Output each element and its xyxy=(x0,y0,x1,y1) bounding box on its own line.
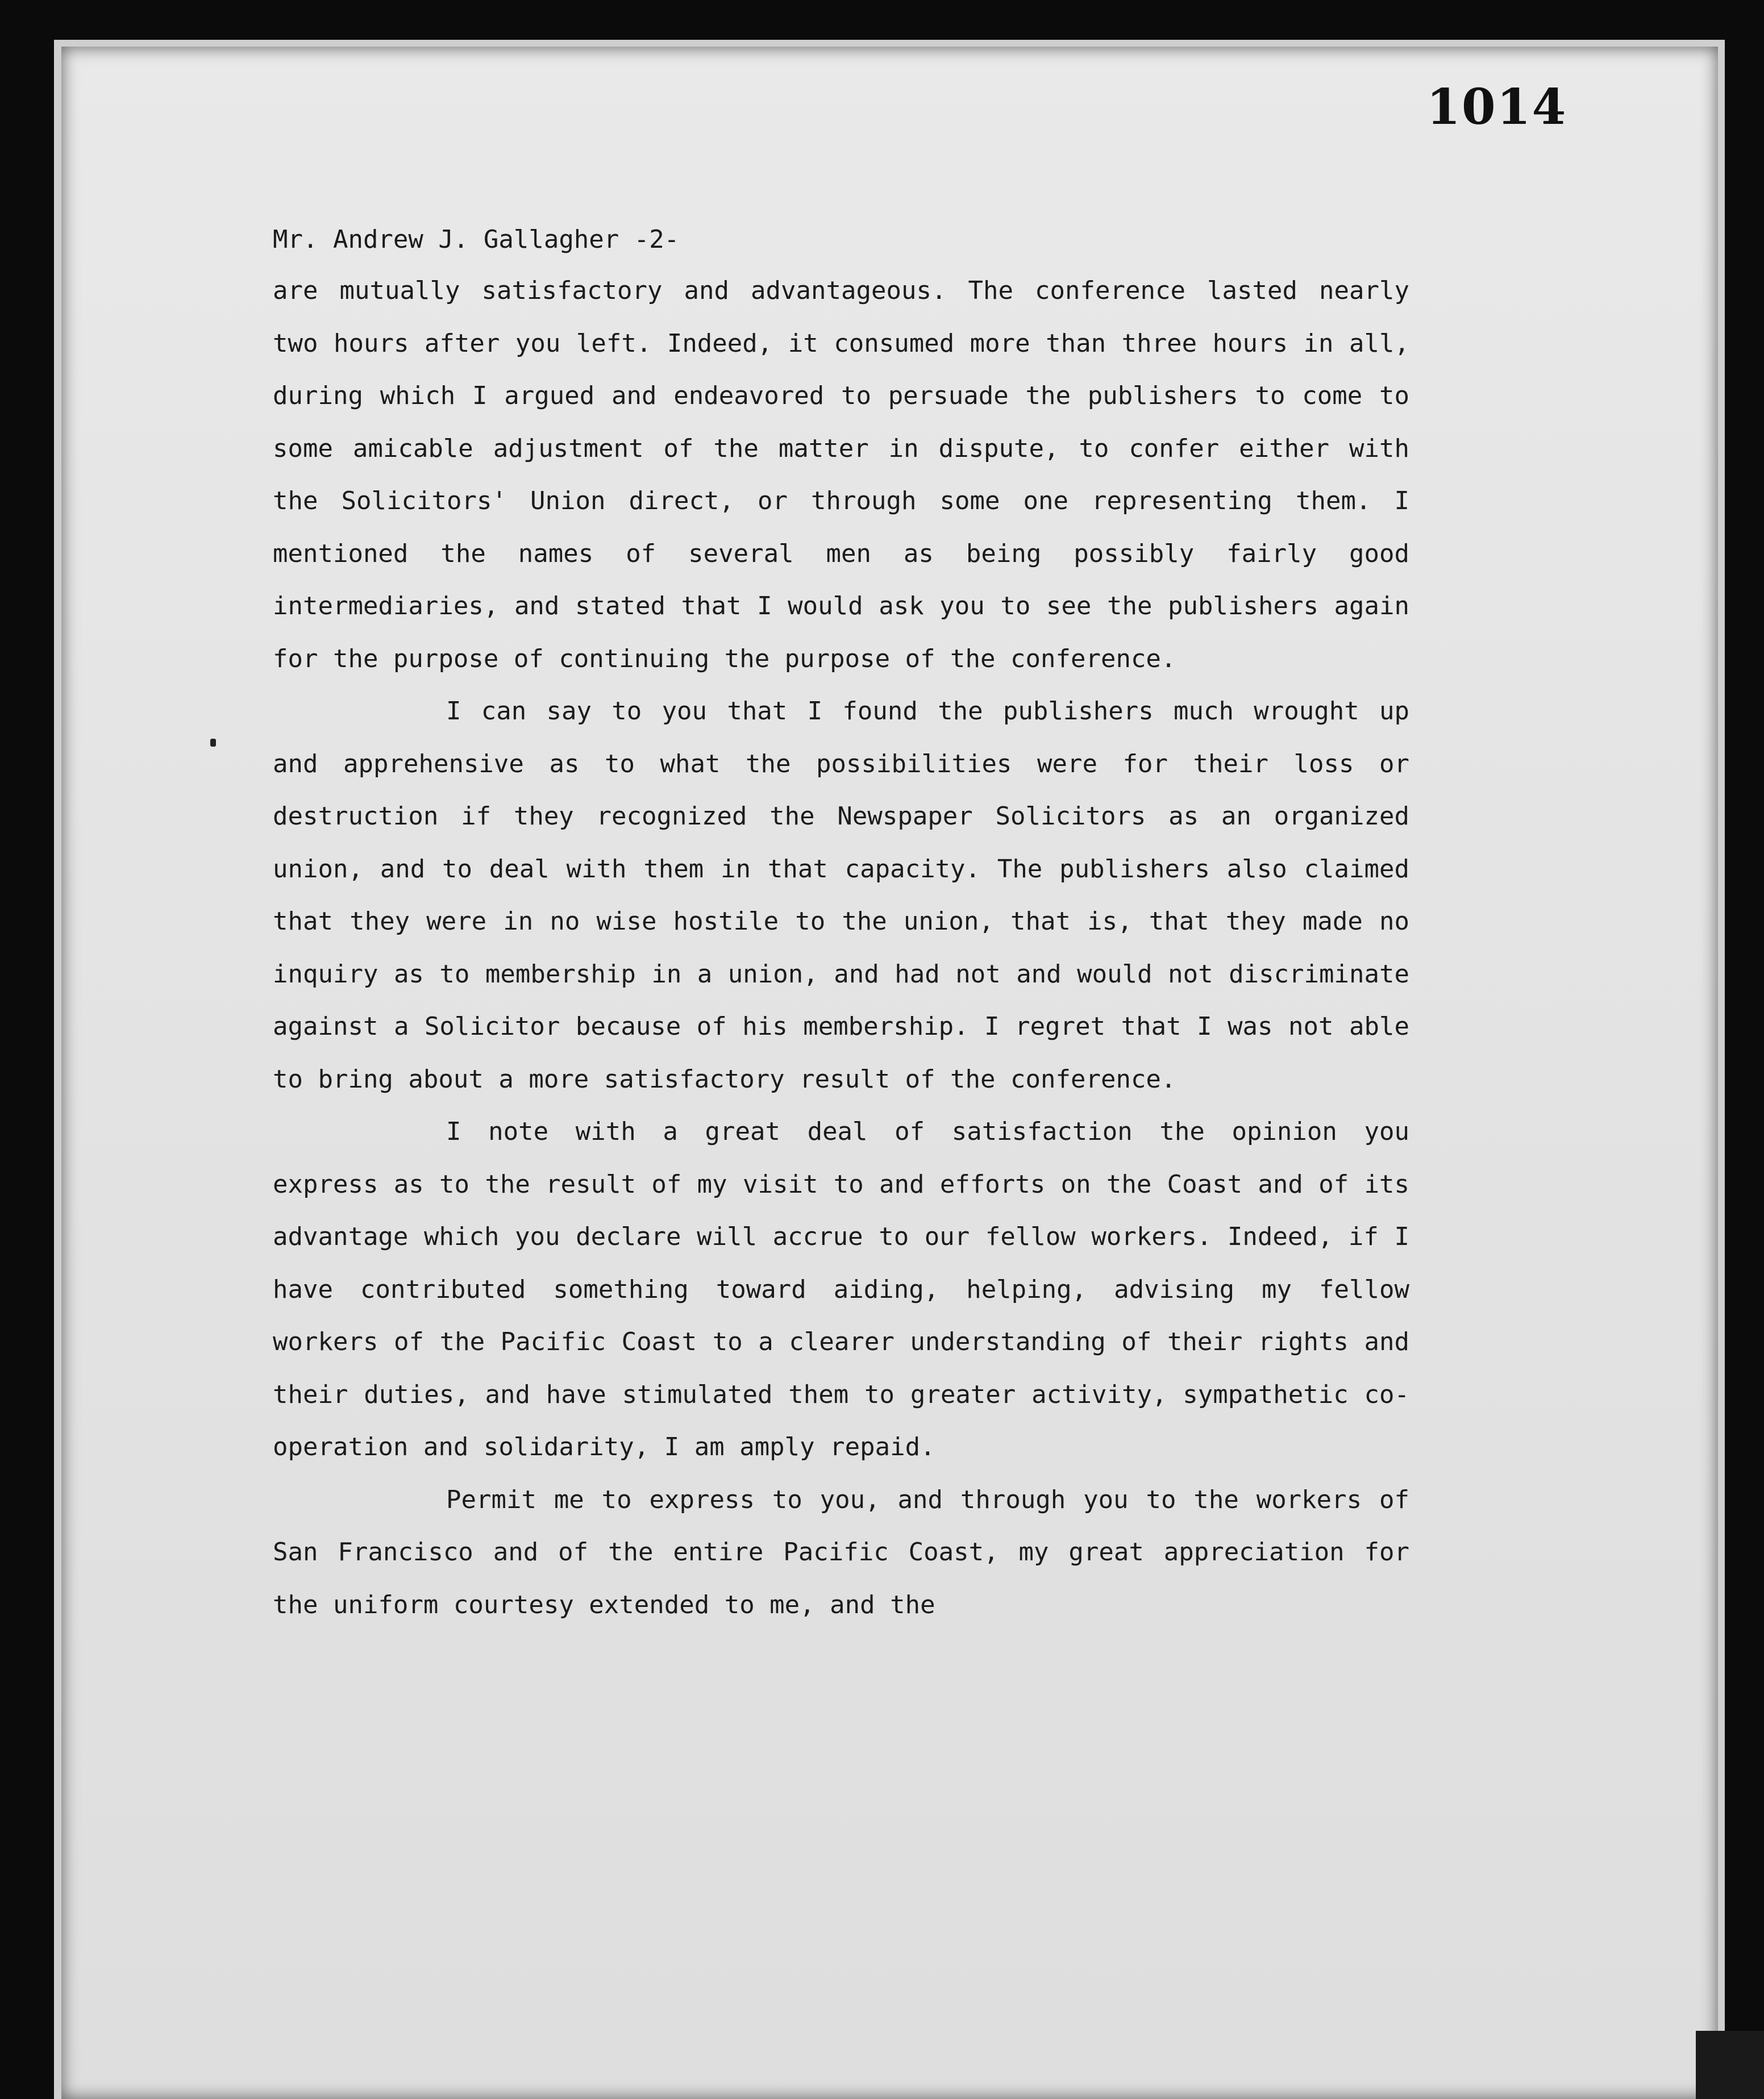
scan-corner-shadow xyxy=(1696,2031,1764,2099)
page-number: 1014 xyxy=(1426,78,1567,136)
letter-body xyxy=(273,223,1409,1631)
letter-header: Mr. Andrew J. Gallagher -2- xyxy=(273,225,680,254)
paragraph-1: are mutually satisfactory and advantageous. The conference lasted nearly two hours after you left. Indeed, it consumed more than three hours in all, during which I argued and endeavored to persuade the publishers to come to some amicable adjustment of the matter in dispute, to confer either with the Solicitors' Union direct, or through some one representing them. I mentioned the names of several men as being possibly fairly good intermediaries, and stated that I would ask you to see the publishers again for the purpose of continuing the purpose of the conference. xyxy=(273,276,1409,673)
ink-speck xyxy=(210,739,216,747)
paragraph-4: Permit me to express to you, and through you to the workers of San Francisco and of the entire Pacific Coast, my great appreciation for the uniform courtesy extended to me, and the xyxy=(273,1485,1409,1619)
paragraph-2: I can say to you that I found the publishers much wrought up and apprehensive as to what the possibilities were for their loss or destruction if they recognized the Newspaper Solicitors as an organized union, and to deal with them in that capacity. The publishers also claimed that they were in no wise hostile to the union, that is, that they made no inquiry as to membership in a union, and had not and would not discriminate against a Solicitor because of his membership. I regret that I was not able to bring about a more satisfactory result of the conference. xyxy=(273,697,1409,1094)
paragraph-3: I note with a great deal of satisfaction the opinion you express as to the result of my visit to and efforts on the Coast and of its advantage which you declare will accrue to our fellow workers. Indeed, if I have contributed something toward aiding, helping, advising my fellow workers of the Pacific Coast to a clearer understanding of their rights and their duties, and have stimulated them to greater activity, sympathetic co-operation and solidarity, I am amply repaid. xyxy=(273,1117,1409,1461)
